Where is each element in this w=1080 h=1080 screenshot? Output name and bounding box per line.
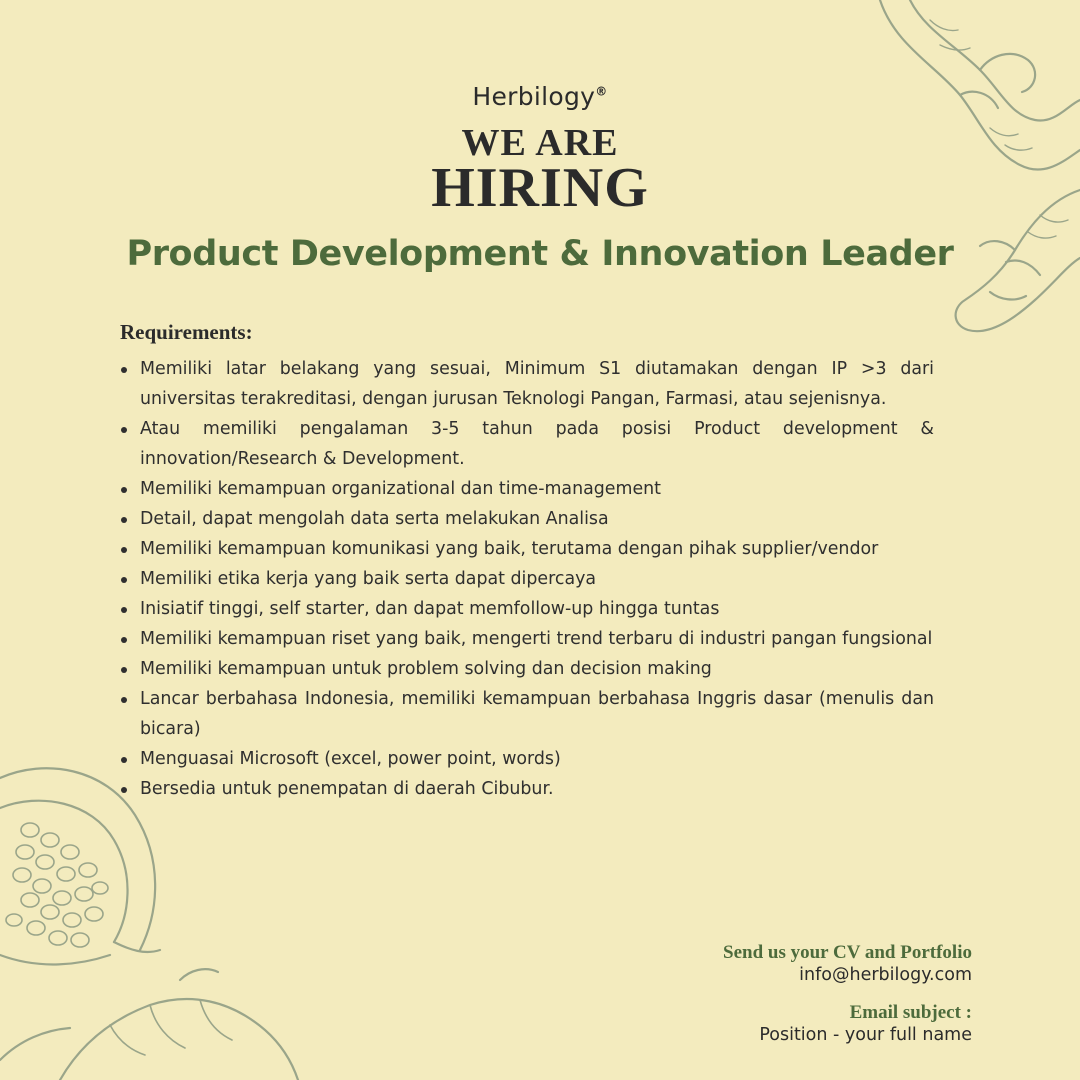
herbilogy-logo xyxy=(0,82,1080,111)
requirement-item: Memiliki kemampuan organizational dan time-management xyxy=(120,474,934,504)
requirement-item: Atau memiliki pengalaman 3-5 tahun pada posisi Product development & innovation/Research & Development. xyxy=(120,414,934,474)
headline-we-are: WE ARE xyxy=(461,122,619,164)
email-subject-value: Position - your full name xyxy=(759,1024,972,1045)
requirement-item: Memiliki etika kerja yang baik serta dapat dipercaya xyxy=(120,564,934,594)
requirement-item: Memiliki kemampuan untuk problem solving dan decision making xyxy=(120,654,934,684)
email-subject-label: Email subject : xyxy=(849,1002,972,1023)
requirement-item: Inisiatif tinggi, self starter, dan dapat memfollow-up hingga tuntas xyxy=(120,594,934,624)
cv-label: Send us your CV and Portfolio xyxy=(723,942,972,963)
contact-email: info@herbilogy.com xyxy=(799,964,972,985)
requirement-item: Bersedia untuk penempatan di daerah Cibubur. xyxy=(120,774,934,804)
email-subject-block xyxy=(759,1002,972,1046)
requirement-item: Memiliki kemampuan riset yang baik, mengerti trend terbaru di industri pangan fungsional xyxy=(120,624,934,654)
requirements-heading: Requirements: xyxy=(120,320,253,344)
requirement-item: Lancar berbahasa Indonesia, memiliki kemampuan berbahasa Inggris dasar (menulis dan bicara) xyxy=(120,684,934,744)
requirement-item: Menguasai Microsoft (excel, power point, words) xyxy=(120,744,934,774)
requirements-list xyxy=(120,354,934,804)
registered-mark: ® xyxy=(595,84,608,99)
pomegranate-illustration xyxy=(0,760,300,1080)
requirement-item: Memiliki kemampuan komunikasi yang baik, terutama dengan pihak supplier/vendor xyxy=(120,534,934,564)
requirement-item: Detail, dapat mengolah data serta melakukan Analisa xyxy=(120,504,934,534)
contact-cv-block xyxy=(723,942,972,986)
headline-hiring: HIRING xyxy=(431,157,649,219)
requirement-item: Memiliki latar belakang yang sesuai, Minimum S1 diutamakan dengan IP >3 dari universitas terakreditasi, dengan jurusan Teknologi Pangan, Farmasi, atau sejenisnya. xyxy=(120,354,934,414)
position-title: Product Development & Innovation Leader xyxy=(126,234,954,274)
logo-wordmark: Herbilogy xyxy=(472,82,596,111)
